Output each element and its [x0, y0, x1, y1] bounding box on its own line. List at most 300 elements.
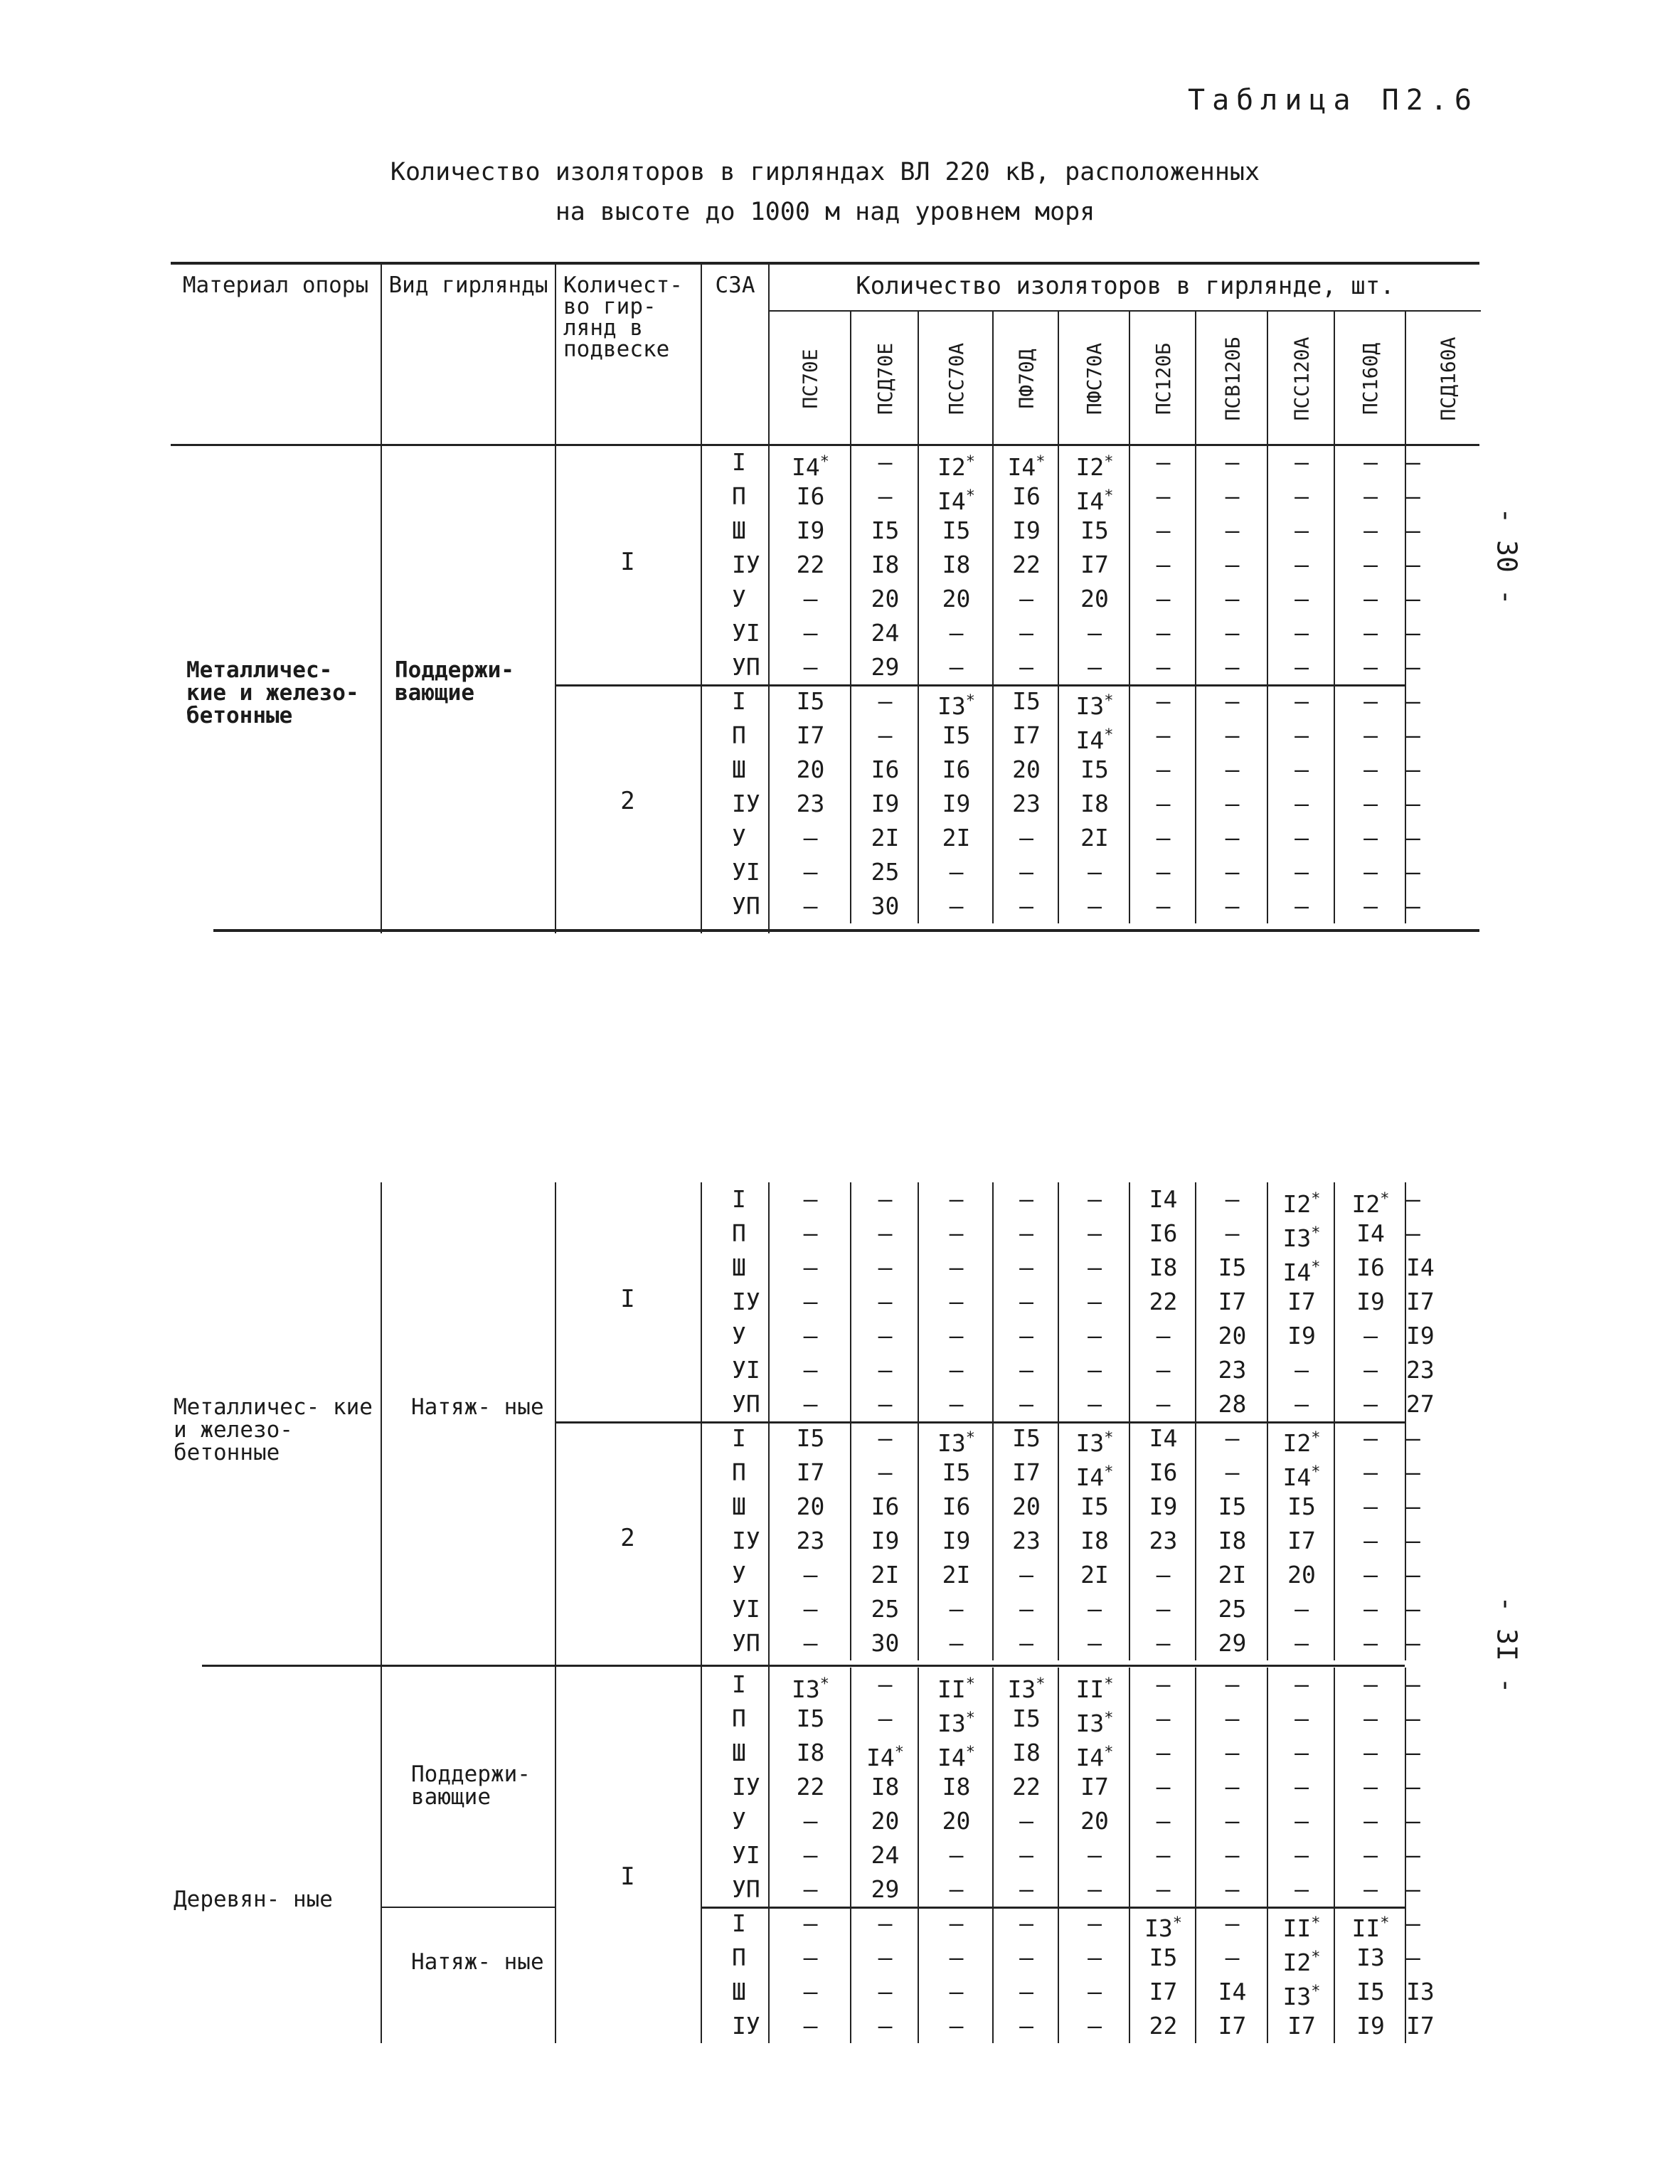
- value-cell: –: [1334, 650, 1406, 684]
- value-cell: 20: [918, 1804, 994, 1838]
- value-cell: –: [1267, 1770, 1335, 1804]
- value-cell: –: [1334, 445, 1406, 479]
- insulator-count-header: Количество изоляторов в гирлянде, шт.: [768, 265, 1481, 312]
- value-cell: –: [1129, 821, 1196, 855]
- value-cell: 25: [850, 855, 919, 889]
- value-cell: –: [1267, 616, 1335, 650]
- footnote-mark: *: [1311, 1914, 1321, 1932]
- value-cell: I7: [1405, 2009, 1435, 2043]
- value-cell: –: [1195, 1668, 1268, 1702]
- footnote-mark: *: [1380, 1914, 1390, 1932]
- garland-count-value: 2: [620, 787, 635, 815]
- value-cell: –: [1129, 719, 1196, 753]
- value-cell: –: [1058, 855, 1130, 889]
- value-cell: I7: [1129, 1975, 1196, 2009]
- value-cell: 25: [1195, 1592, 1268, 1626]
- footnote-mark: *: [1311, 1224, 1321, 1242]
- footnote-mark: *: [1104, 1744, 1114, 1761]
- footnote-mark: *: [819, 453, 829, 471]
- table-row: [701, 479, 1420, 515]
- value-cell: –: [1129, 650, 1196, 684]
- value-cell: 22: [1129, 2009, 1196, 2043]
- value-cell: –: [1195, 1838, 1268, 1872]
- footnote-mark: *: [1311, 1429, 1321, 1447]
- table-row: [701, 1182, 1420, 1218]
- table-row: [701, 855, 1420, 889]
- value-cell: –: [918, 1251, 994, 1285]
- value-cell: [918, 684, 994, 719]
- value-cell: I7: [1267, 2009, 1335, 2043]
- value-cell: I5: [850, 514, 919, 548]
- insulator-type-label: ПФ70Д: [1014, 348, 1038, 409]
- value-cell: –: [1334, 1736, 1406, 1770]
- insulator-type-label: ПСД160А: [1436, 336, 1460, 421]
- insulator-type-header: [768, 310, 851, 447]
- value-cell: –: [850, 1702, 919, 1736]
- value-cell: I9: [1334, 1285, 1406, 1319]
- value-cell: –: [1334, 1456, 1406, 1490]
- value-cell: –: [850, 445, 919, 479]
- value-cell: –: [918, 1838, 994, 1872]
- value-cell: –: [1058, 650, 1130, 684]
- sza-cell: Ш: [732, 516, 746, 544]
- garland-type-header: Вид гирлянды: [381, 265, 555, 447]
- cell-value: I4: [792, 453, 820, 481]
- footnote-mark: *: [1311, 1190, 1321, 1208]
- page-number-31: - 3I -: [1491, 1596, 1523, 1694]
- value-cell: 24: [850, 616, 919, 650]
- value-cell: I5: [1058, 753, 1130, 787]
- footnote-mark: *: [965, 1675, 975, 1693]
- value-cell: [992, 1668, 1059, 1702]
- value-cell: –: [1129, 582, 1196, 616]
- value-cell: [1129, 1907, 1196, 1941]
- value-cell: –: [1267, 855, 1335, 889]
- value-cell: 2I: [918, 821, 994, 855]
- value-cell: –: [768, 1907, 851, 1941]
- value-cell: –: [850, 719, 919, 753]
- value-cell: 2I: [1058, 1558, 1130, 1592]
- value-cell: –: [850, 479, 919, 514]
- value-cell: 22: [992, 548, 1059, 582]
- value-cell: –: [1058, 1182, 1130, 1216]
- value-cell: I6: [1334, 1251, 1406, 1285]
- value-cell: 29: [850, 1872, 919, 1907]
- value-cell: –: [992, 1353, 1059, 1387]
- table-row: [701, 1319, 1435, 1353]
- value-cell: I6: [768, 479, 851, 514]
- value-cell: –: [992, 616, 1059, 650]
- sza-cell: I: [732, 448, 746, 476]
- value-cell: I9: [1405, 1319, 1435, 1353]
- value-cell: I6: [850, 1490, 919, 1524]
- value-cell: –: [1334, 1353, 1406, 1387]
- value-cell: –: [1334, 1319, 1406, 1353]
- footnote-mark: *: [1036, 1675, 1046, 1693]
- value-cell: –: [1195, 514, 1268, 548]
- value-cell: –: [1195, 1770, 1268, 1804]
- value-cell: I5: [918, 514, 994, 548]
- table-row: [701, 514, 1420, 548]
- sza-cell: Ш: [732, 756, 746, 783]
- value-cell: 22: [992, 1770, 1059, 1804]
- value-cell: –: [850, 1319, 919, 1353]
- value-cell: 20: [918, 582, 994, 616]
- footnote-mark: *: [1172, 1914, 1182, 1932]
- cell-value: I3: [1282, 1983, 1312, 2010]
- value-cell: 2I: [850, 1558, 919, 1592]
- value-cell: 20: [850, 1804, 919, 1838]
- value-cell: –: [850, 1182, 919, 1216]
- value-cell: –: [1129, 514, 1196, 548]
- cell-value: I4: [1075, 726, 1105, 754]
- value-cell: –: [850, 1668, 919, 1702]
- table-row: [701, 753, 1420, 787]
- sza-cell: УП: [732, 1875, 760, 1903]
- table-row: [701, 1456, 1420, 1491]
- value-cell: –: [1405, 445, 1420, 479]
- value-cell: –: [1334, 1770, 1406, 1804]
- cell-value: I2: [1075, 453, 1105, 481]
- value-cell: 20: [768, 1490, 851, 1524]
- value-cell: I5: [1058, 1490, 1130, 1524]
- table-row: [701, 1285, 1435, 1319]
- value-cell: I9: [1334, 2009, 1406, 2043]
- value-cell: –: [1195, 616, 1268, 650]
- cell-value: I3: [937, 692, 966, 720]
- value-cell: –: [1267, 1626, 1335, 1660]
- value-cell: –: [1267, 445, 1335, 479]
- table-row: [701, 1251, 1435, 1286]
- insulator-type-header: [1405, 310, 1460, 447]
- sza-cell: У: [732, 824, 746, 852]
- value-cell: –: [992, 1838, 1059, 1872]
- cell-value: I4: [866, 1744, 895, 1771]
- value-cell: –: [768, 1838, 851, 1872]
- sza-cell: УП: [732, 1629, 760, 1657]
- caption-line-1: Количество изоляторов в гирляндах ВЛ 220 кВ, расположенных: [390, 158, 1260, 186]
- value-cell: –: [918, 1975, 994, 2009]
- value-cell: –: [1267, 582, 1335, 616]
- value-cell: 30: [850, 1626, 919, 1660]
- value-cell: –: [1405, 684, 1420, 719]
- column-rule: [381, 1182, 382, 2043]
- sza-cell: П: [732, 1705, 746, 1732]
- value-cell: –: [1195, 650, 1268, 684]
- value-cell: I5: [918, 719, 994, 753]
- value-cell: [918, 1736, 994, 1770]
- cell-value: II: [1282, 1914, 1312, 1942]
- insulator-type-header: [918, 310, 994, 447]
- table-row: [701, 1736, 1420, 1771]
- value-cell: –: [768, 1353, 851, 1387]
- sza-cell: УI: [732, 1841, 760, 1869]
- value-cell: –: [1334, 1702, 1406, 1736]
- sza-cell: УП: [732, 1390, 760, 1418]
- value-cell: 29: [850, 650, 919, 684]
- value-cell: 20: [1058, 582, 1130, 616]
- value-cell: 23: [768, 1524, 851, 1558]
- value-cell: –: [1405, 1490, 1420, 1524]
- value-cell: –: [1267, 1387, 1335, 1421]
- value-cell: I8: [1195, 1524, 1268, 1558]
- value-cell: –: [1058, 1251, 1130, 1285]
- value-cell: –: [1195, 719, 1268, 753]
- sza-cell: Ш: [732, 1978, 746, 2005]
- cell-value: I4: [1075, 1463, 1105, 1491]
- value-cell: –: [1195, 445, 1268, 479]
- table-row: [701, 1216, 1420, 1252]
- value-cell: –: [992, 1558, 1059, 1592]
- table-row: [701, 1524, 1420, 1558]
- insulator-type-label: ПСС70А: [945, 342, 968, 415]
- value-cell: –: [992, 1285, 1059, 1319]
- column-rule: [555, 445, 556, 933]
- table-label: Таблица П2.6: [1188, 84, 1479, 117]
- sza-cell: УI: [732, 1595, 760, 1623]
- value-cell: –: [768, 1285, 851, 1319]
- value-cell: –: [1405, 1182, 1420, 1216]
- sza-cell: IУ: [732, 1527, 760, 1554]
- value-cell: I5: [768, 1421, 851, 1456]
- value-cell: –: [850, 1975, 919, 2009]
- value-cell: –: [1334, 548, 1406, 582]
- table-row: [701, 1702, 1420, 1737]
- cell-value: I2: [1351, 1190, 1381, 1218]
- value-cell: –: [850, 1353, 919, 1387]
- footnote-mark: *: [965, 692, 975, 710]
- value-cell: –: [1334, 514, 1406, 548]
- value-cell: –: [992, 1804, 1059, 1838]
- value-cell: –: [1129, 787, 1196, 821]
- value-cell: –: [1267, 719, 1335, 753]
- value-cell: –: [1267, 753, 1335, 787]
- sza-cell: П: [732, 721, 746, 749]
- value-cell: –: [1405, 1216, 1420, 1251]
- value-cell: I4: [1195, 1975, 1268, 2009]
- value-cell: [918, 479, 994, 514]
- value-cell: I7: [768, 719, 851, 753]
- value-cell: –: [1405, 479, 1420, 514]
- value-cell: I8: [992, 1736, 1059, 1770]
- value-cell: –: [1267, 821, 1335, 855]
- value-cell: –: [1405, 821, 1420, 855]
- value-cell: I5: [768, 684, 851, 719]
- table-row: [701, 1941, 1420, 1976]
- insulator-type-header: [1334, 310, 1406, 447]
- value-cell: [1058, 1421, 1130, 1456]
- garland-count-value: 2: [620, 1524, 635, 1552]
- value-cell: –: [1058, 1319, 1130, 1353]
- value-cell: –: [1334, 1668, 1406, 1702]
- value-cell: 20: [992, 1490, 1059, 1524]
- value-cell: –: [918, 1319, 994, 1353]
- value-cell: –: [1405, 1770, 1420, 1804]
- table-row: [701, 445, 1420, 481]
- table-row: [701, 1626, 1420, 1660]
- value-cell: –: [1405, 1558, 1420, 1592]
- value-cell: I5: [1267, 1490, 1335, 1524]
- value-cell: 20: [1267, 1558, 1335, 1592]
- value-cell: –: [1129, 616, 1196, 650]
- value-cell: 2I: [918, 1558, 994, 1592]
- value-cell: I7: [1405, 1285, 1435, 1319]
- value-cell: –: [1129, 1558, 1196, 1592]
- sza-cell: Ш: [732, 1493, 746, 1520]
- value-cell: –: [992, 1251, 1059, 1285]
- page-number-30: - 30 -: [1491, 507, 1523, 605]
- value-cell: –: [918, 1592, 994, 1626]
- value-cell: –: [1405, 1626, 1420, 1660]
- value-cell: 23: [1129, 1524, 1196, 1558]
- value-cell: I4: [1129, 1182, 1196, 1216]
- value-cell: –: [918, 650, 994, 684]
- value-cell: [918, 1668, 994, 1702]
- value-cell: –: [918, 1387, 994, 1421]
- value-cell: I6: [850, 753, 919, 787]
- value-cell: –: [1058, 1872, 1130, 1907]
- table-row: [701, 2009, 1435, 2043]
- value-cell: –: [1334, 582, 1406, 616]
- value-cell: –: [1334, 855, 1406, 889]
- sza-cell: У: [732, 1561, 746, 1589]
- garland-count-value: I: [620, 548, 635, 576]
- value-cell: 23: [1405, 1353, 1435, 1387]
- value-cell: [1058, 1456, 1130, 1490]
- value-cell: I9: [1129, 1490, 1196, 1524]
- table-row: [701, 1668, 1420, 1703]
- insulator-type-label: ПСС120А: [1290, 336, 1314, 421]
- insulator-type-header: [1195, 310, 1268, 447]
- cell-value: II: [1075, 1675, 1105, 1703]
- value-cell: I9: [1267, 1319, 1335, 1353]
- value-cell: –: [850, 1941, 919, 1975]
- value-cell: I5: [918, 1456, 994, 1490]
- sza-cell: IУ: [732, 1773, 760, 1801]
- value-cell: I5: [1334, 1975, 1406, 2009]
- value-cell: [1267, 1456, 1335, 1490]
- value-cell: –: [1058, 1285, 1130, 1319]
- value-cell: I6: [918, 1490, 994, 1524]
- value-cell: –: [1129, 445, 1196, 479]
- value-cell: –: [918, 1872, 994, 1907]
- value-cell: –: [768, 821, 851, 855]
- cell-value: I2: [1282, 1949, 1312, 1976]
- value-cell: –: [1405, 1668, 1420, 1702]
- value-cell: 20: [850, 582, 919, 616]
- table-row: [701, 1592, 1420, 1626]
- value-cell: I4: [1405, 1251, 1435, 1285]
- table-row: [701, 1838, 1420, 1872]
- value-cell: –: [992, 889, 1059, 923]
- value-cell: 2I: [1195, 1558, 1268, 1592]
- insulator-type-label: ПС70Е: [798, 348, 822, 409]
- value-cell: 30: [850, 889, 919, 923]
- value-cell: –: [1405, 1421, 1420, 1456]
- sza-cell: П: [732, 482, 746, 510]
- cell-value: I4: [1075, 487, 1105, 515]
- value-cell: –: [768, 1558, 851, 1592]
- value-cell: –: [1129, 1592, 1196, 1626]
- value-cell: –: [1129, 1668, 1196, 1702]
- value-cell: 27: [1405, 1387, 1435, 1421]
- footnote-mark: *: [1104, 487, 1114, 505]
- value-cell: I8: [1129, 1251, 1196, 1285]
- value-cell: I8: [1058, 787, 1130, 821]
- value-cell: –: [1334, 719, 1406, 753]
- table-header: [171, 262, 1479, 447]
- value-cell: –: [1195, 548, 1268, 582]
- value-cell: I9: [850, 1524, 919, 1558]
- value-cell: [1058, 479, 1130, 514]
- table-row: [701, 684, 1420, 720]
- value-cell: –: [1267, 1736, 1335, 1770]
- table-row: [701, 650, 1420, 684]
- value-cell: I5: [992, 1702, 1059, 1736]
- value-cell: –: [918, 889, 994, 923]
- value-cell: –: [992, 582, 1059, 616]
- value-cell: –: [1267, 1353, 1335, 1387]
- footnote-mark: *: [1311, 1949, 1321, 1966]
- value-cell: –: [768, 2009, 851, 2043]
- table-row: [701, 1770, 1420, 1804]
- value-cell: –: [918, 616, 994, 650]
- value-cell: [1267, 1251, 1335, 1285]
- value-cell: –: [1058, 1216, 1130, 1251]
- sza-cell: П: [732, 1944, 746, 1971]
- value-cell: –: [1267, 479, 1335, 514]
- value-cell: –: [768, 1804, 851, 1838]
- value-cell: –: [1334, 1804, 1406, 1838]
- value-cell: –: [1129, 1736, 1196, 1770]
- insulator-type-label: ПС160Д: [1359, 342, 1383, 415]
- value-cell: I7: [1267, 1524, 1335, 1558]
- material-label: Металличес- кие и железо- бетонные: [174, 1394, 373, 1465]
- value-cell: [918, 1421, 994, 1456]
- value-cell: –: [1267, 787, 1335, 821]
- cell-value: I4: [1075, 1744, 1105, 1771]
- value-cell: –: [850, 1387, 919, 1421]
- value-cell: I9: [918, 1524, 994, 1558]
- table-row: [701, 582, 1420, 616]
- value-cell: –: [1334, 787, 1406, 821]
- value-cell: 20: [1195, 1319, 1268, 1353]
- value-cell: I8: [918, 548, 994, 582]
- value-cell: –: [1334, 753, 1406, 787]
- value-cell: –: [1129, 1387, 1196, 1421]
- value-cell: –: [1405, 1736, 1420, 1770]
- garland-count-value: I: [620, 1862, 635, 1891]
- value-cell: –: [1267, 548, 1335, 582]
- insulator-type-header: [1058, 310, 1130, 447]
- cell-value: II: [1351, 1914, 1381, 1942]
- table-row: [701, 1907, 1420, 1942]
- value-cell: 20: [1058, 1804, 1130, 1838]
- value-cell: I9: [992, 514, 1059, 548]
- value-cell: I7: [1058, 548, 1130, 582]
- value-cell: –: [1405, 889, 1420, 923]
- footnote-mark: *: [965, 1429, 975, 1447]
- value-cell: –: [1334, 889, 1406, 923]
- material-label: Металличес- кие и железо- бетонные: [186, 657, 359, 728]
- footnote-mark: *: [1104, 1675, 1114, 1693]
- value-cell: 23: [992, 787, 1059, 821]
- value-cell: –: [1195, 582, 1268, 616]
- value-cell: –: [1058, 1838, 1130, 1872]
- value-cell: –: [918, 2009, 994, 2043]
- value-cell: –: [768, 1941, 851, 1975]
- value-cell: –: [1334, 479, 1406, 514]
